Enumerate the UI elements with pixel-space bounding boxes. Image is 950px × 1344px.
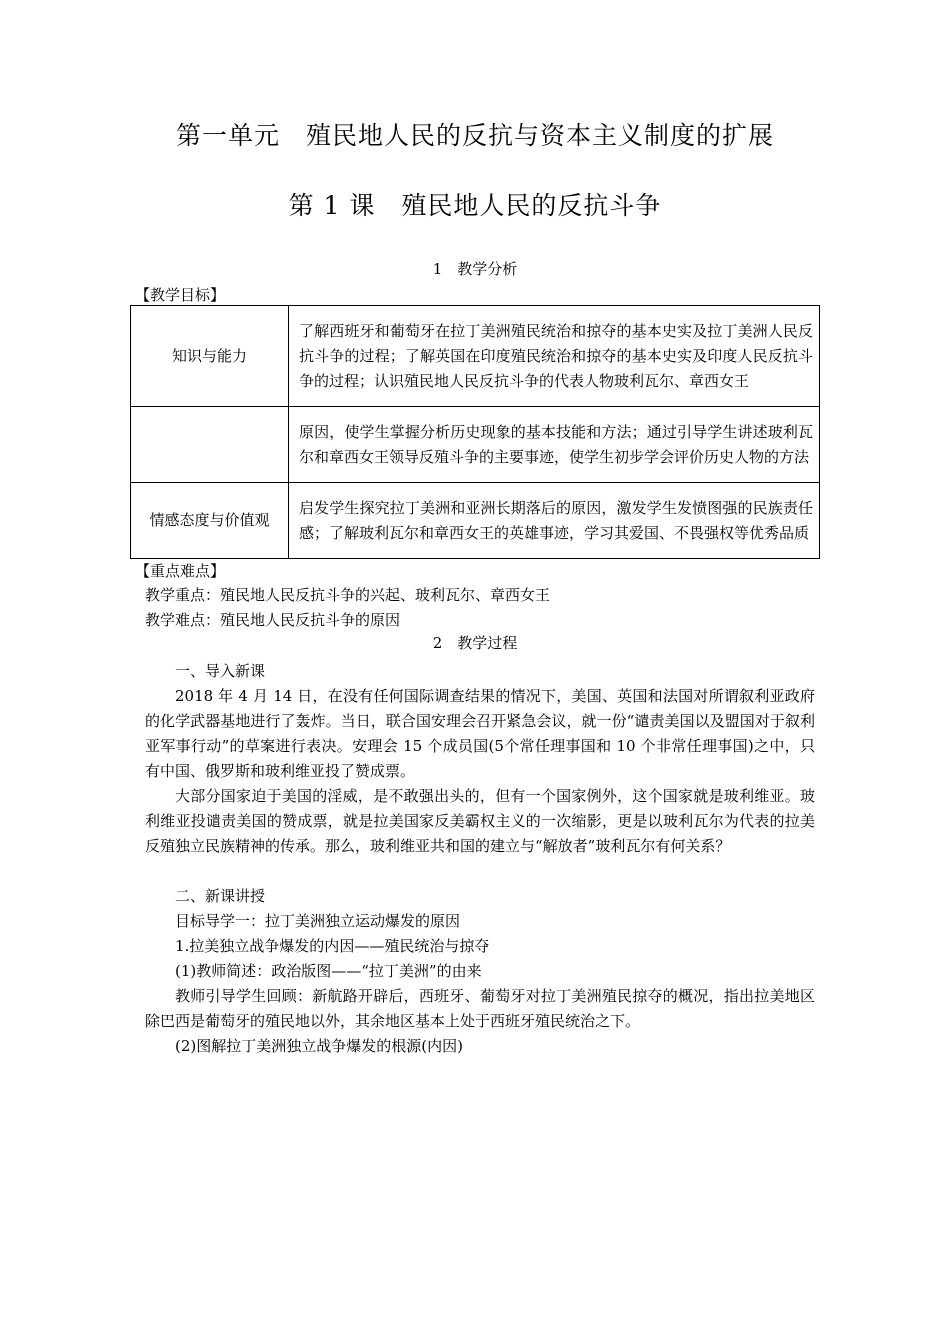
subtopic-1: 1.拉美独立战争爆发的内因——殖民统治与掠夺 [175,937,490,955]
goals-table [130,305,820,559]
intro-paragraph-1: 2018 年 4 月 14 日，在没有任何国际调查结果的情况下，美国、英国和法国对所谓叙利亚政府的化学武器基地进行了轰炸。当日，联合国安理会召开紧急会议，就一份“谴责美国以及盟国对于叙利亚军事行动”的草案进行表决。安理会 15 个成员国(5个常任理事国和 10 个非常任理事国)之中，只有中国、俄罗斯和玻利维亚投了赞成票。 [145,687,815,780]
key-points-label: 【重点难点】 [135,562,226,580]
goals-label: 【教学目标】 [135,286,226,304]
table-row [131,306,820,407]
unit-title: 第一单元 殖民地人民的反抗与资本主义制度的扩展 [175,121,774,150]
item-1-heading: (1)教师简述：政治版图——“拉丁美洲”的由来 [175,962,482,980]
learning-goal-1: 目标导学一：拉丁美洲独立运动爆发的原因 [175,912,461,930]
new-lesson-heading: 二、新课讲授 [175,887,266,905]
intro-paragraph-2: 大部分国家迫于美国的淫威，是不敢强出头的，但有一个国家例外，这个国家就是玻利维亚。玻利维亚投谴责美国的赞成票，就是拉美国家反美霸权主义的一次缩影，更是以玻利瓦尔为代表的拉美反殖独立民族精神的传承。那么，玻利维亚共和国的建立与“解放者”玻利瓦尔有何关系？ [145,787,815,855]
goal-category: 情感态度与价值观 [131,483,289,559]
goal-text: 了解西班牙和葡萄牙在拉丁美洲殖民统治和掠夺的基本史实及拉丁美洲人民反抗斗争的过程；了解英国在印度殖民统治和掠夺的基本史实及印度人民反抗斗争的过程；认识殖民地人民反抗斗争的代表人物玻利瓦尔、章西女王 [289,306,820,407]
section-heading-process: 2 教学过程 [432,634,518,652]
item-2-heading: (2)图解拉丁美洲独立战争爆发的根源(内因) [175,1037,463,1055]
goal-category [131,407,289,483]
goal-text: 启发学生探究拉丁美洲和亚洲长期落后的原因，激发学生发愤图强的民族责任感；了解玻利瓦尔和章西女王的英雄事迹，学习其爱国、不畏强权等优秀品质 [289,483,820,559]
goal-text: 原因，使学生掌握分析历史现象的基本技能和方法；通过引导学生讲述玻利瓦尔和章西女王领导反殖斗争的主要事迹，使学生初步学会评价历史人物的方法 [289,407,820,483]
goal-category: 知识与能力 [131,306,289,407]
table-row [131,407,820,483]
section-heading-analysis: 1 教学分析 [432,260,518,278]
difficult-point: 教学难点：殖民地人民反抗斗争的原因 [145,611,401,629]
table-row [131,483,820,559]
item-1-paragraph: 教师引导学生回顾：新航路开辟后，西班牙、葡萄牙对拉丁美洲殖民掠夺的概况，指出拉美地区除巴西是葡萄牙的殖民地以外，其余地区基本上处于西班牙殖民统治之下。 [145,987,815,1030]
key-point: 教学重点：殖民地人民反抗斗争的兴起、玻利瓦尔、章西女王 [145,586,551,604]
intro-heading: 一、导入新课 [175,662,266,680]
lesson-title: 第 1 课 殖民地人民的反抗斗争 [288,191,662,220]
